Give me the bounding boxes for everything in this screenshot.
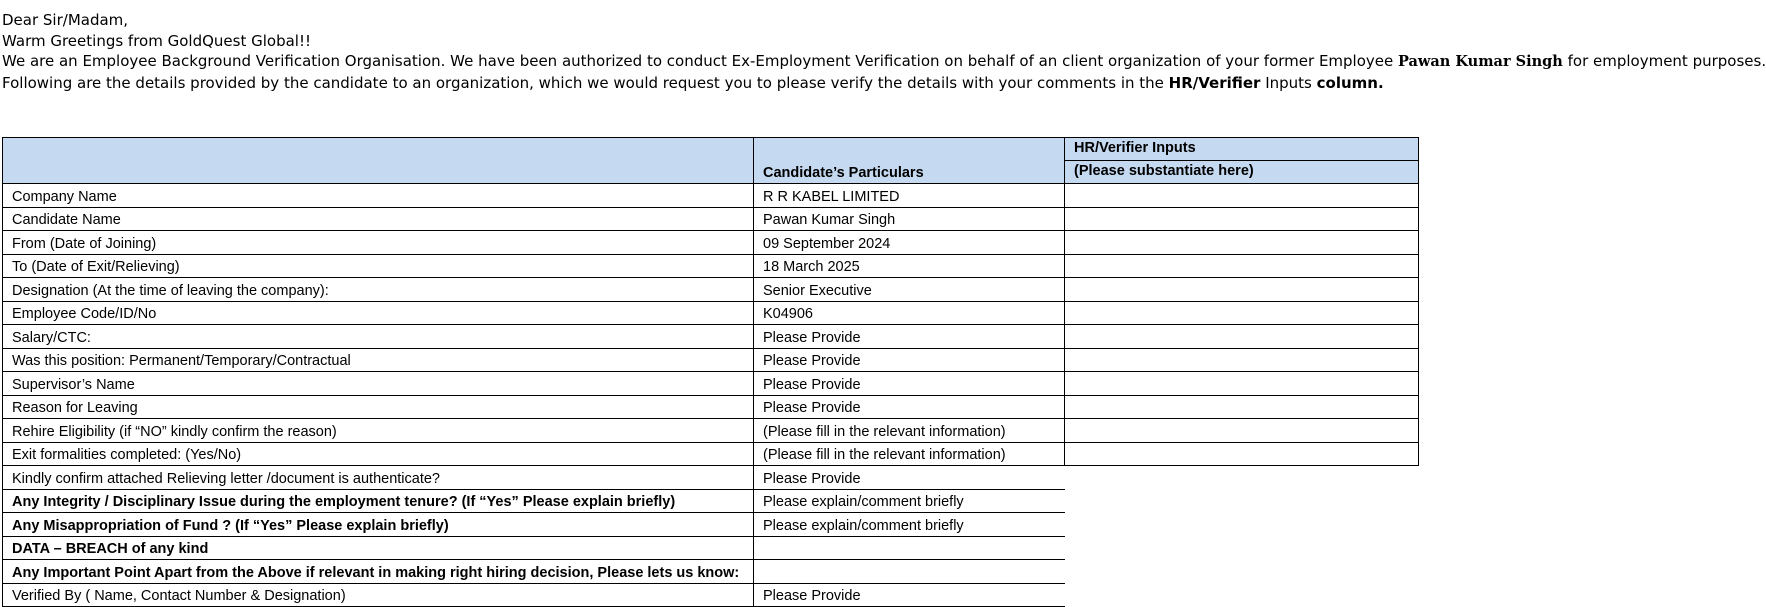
row-particulars-value: K04906: [754, 301, 1065, 325]
greeting: Warm Greetings from GoldQuest Global!!: [2, 31, 311, 50]
row-label: To (Date of Exit/Relieving): [3, 254, 754, 278]
table-row: [3, 395, 1419, 419]
row-hr-verifier-input[interactable]: [1065, 442, 1419, 466]
authorization-paragraph: [2, 51, 1766, 73]
employee-name: Pawan Kumar Singh: [1398, 53, 1563, 70]
row-label: From (Date of Joining): [3, 231, 754, 255]
table-row: [3, 184, 1419, 208]
table-row: [3, 348, 1419, 372]
row-particulars-value: Please Provide: [754, 583, 1065, 607]
row-label: Rehire Eligibility (if “NO” kindly confirm the reason): [3, 419, 754, 443]
row-hr-verifier-input[interactable]: [1065, 207, 1419, 231]
row-hr-verifier-input: [1065, 536, 1419, 560]
row-particulars-value: (Please fill in the relevant information): [754, 419, 1065, 443]
instruction-text: Following are the details provided by the candidate to an organization, which we would request you to please verify the details with your comments in the: [2, 73, 1169, 92]
table-row: [3, 301, 1419, 325]
row-particulars-value: R R KABEL LIMITED: [754, 184, 1065, 208]
row-particulars-value: [754, 536, 1065, 560]
table-row: [3, 583, 1419, 607]
table-row: [3, 466, 1419, 490]
row-particulars-value: [754, 560, 1065, 584]
table-row: [3, 372, 1419, 396]
row-hr-verifier-input[interactable]: [1065, 254, 1419, 278]
row-hr-verifier-input[interactable]: [1065, 301, 1419, 325]
row-label: Exit formalities completed: (Yes/No): [3, 442, 754, 466]
header-inputs-title: HR/Verifier Inputs: [1074, 140, 1196, 156]
row-label: Designation (At the time of leaving the company):: [3, 278, 754, 302]
row-label: Any Misappropriation of Fund ? (If “Yes” Please explain briefly): [3, 513, 754, 537]
row-hr-verifier-input[interactable]: [1065, 395, 1419, 419]
table-row: [3, 325, 1419, 349]
row-label: Salary/CTC:: [3, 325, 754, 349]
header-particulars: Candidate’s Particulars: [754, 138, 1065, 184]
row-label: Employee Code/ID/No: [3, 301, 754, 325]
row-label: Supervisor’s Name: [3, 372, 754, 396]
row-label: Any Integrity / Disciplinary Issue during the employment tenure? (If “Yes” Please explain briefly): [3, 489, 754, 513]
table-header-row: [3, 138, 1419, 184]
row-particulars-value: Please Provide: [754, 348, 1065, 372]
table-row: [3, 513, 1419, 537]
row-label: DATA – BREACH of any kind: [3, 536, 754, 560]
row-hr-verifier-input[interactable]: [1065, 325, 1419, 349]
row-particulars-value: 18 March 2025: [754, 254, 1065, 278]
row-hr-verifier-input: [1065, 560, 1419, 584]
row-particulars-value: Please Provide: [754, 466, 1065, 490]
header-label-cell: [3, 138, 754, 184]
table-row: [3, 560, 1419, 584]
row-hr-verifier-input[interactable]: [1065, 419, 1419, 443]
row-label: Reason for Leaving: [3, 395, 754, 419]
row-label: Candidate Name: [3, 207, 754, 231]
row-particulars-value: Pawan Kumar Singh: [754, 207, 1065, 231]
authorization-text-end: for employment purposes.: [1562, 52, 1766, 70]
row-particulars-value: Please explain/comment briefly: [754, 489, 1065, 513]
row-hr-verifier-input: [1065, 583, 1419, 607]
table-row: [3, 419, 1419, 443]
table-row: [3, 231, 1419, 255]
table-row: [3, 254, 1419, 278]
header-hr-verifier-inputs: [1065, 138, 1419, 184]
table-row: [3, 278, 1419, 302]
instruction-inputs-text: Inputs: [1260, 73, 1317, 92]
row-particulars-value: Please explain/comment briefly: [754, 513, 1065, 537]
table-row: [3, 489, 1419, 513]
row-hr-verifier-input: [1065, 466, 1419, 490]
row-hr-verifier-input: [1065, 513, 1419, 537]
row-particulars-value: Please Provide: [754, 325, 1065, 349]
row-label: Was this position: Permanent/Temporary/Contractual: [3, 348, 754, 372]
table-row: [3, 442, 1419, 466]
row-particulars-value: Senior Executive: [754, 278, 1065, 302]
row-hr-verifier-input[interactable]: [1065, 278, 1419, 302]
table-row: [3, 536, 1419, 560]
row-particulars-value: Please Provide: [754, 395, 1065, 419]
row-label: Verified By ( Name, Contact Number & Designation): [3, 583, 754, 607]
verification-table: [2, 137, 1419, 607]
authorization-text: We are an Employee Background Verification Organisation. We have been authorized to conduct Ex-Employment Verification on behalf of an client organization of your former Employee: [2, 52, 1398, 70]
row-hr-verifier-input[interactable]: [1065, 184, 1419, 208]
hr-verifier-emphasis: HR/Verifier: [1168, 73, 1261, 92]
row-particulars-value: Please Provide: [754, 372, 1065, 396]
table-row: [3, 207, 1419, 231]
row-hr-verifier-input: [1065, 489, 1419, 513]
row-hr-verifier-input[interactable]: [1065, 348, 1419, 372]
row-hr-verifier-input[interactable]: [1065, 372, 1419, 396]
row-hr-verifier-input[interactable]: [1065, 231, 1419, 255]
row-particulars-value: (Please fill in the relevant information): [754, 442, 1065, 466]
salutation: Dear Sir/Madam,: [2, 11, 129, 29]
row-particulars-value: 09 September 2024: [754, 231, 1065, 255]
letter-intro: [2, 10, 1766, 93]
row-label: Company Name: [3, 184, 754, 208]
instruction-paragraph: [2, 73, 1714, 94]
row-label: Kindly confirm attached Relieving letter /document is authenticate?: [3, 466, 754, 490]
header-inputs-subtitle: (Please substantiate here): [1065, 160, 1418, 183]
row-label: Any Important Point Apart from the Above if relevant in making right hiring decision, Please lets us know:: [3, 560, 754, 584]
column-emphasis: column.: [1316, 73, 1384, 92]
